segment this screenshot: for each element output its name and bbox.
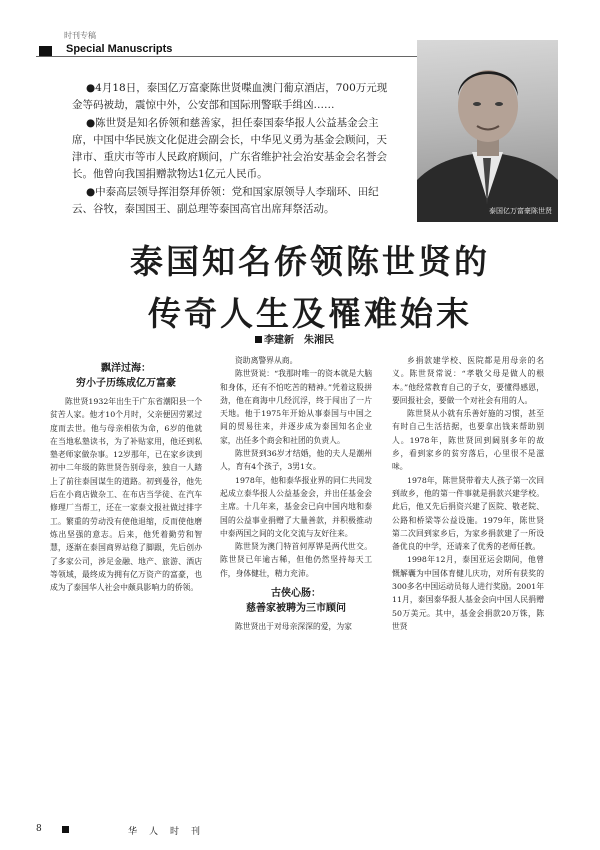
section-heading-line2: 穷小子历练成亿万富豪 [76,378,176,389]
portrait-figure [417,40,558,222]
section-heading-line1: 古侠心肠： [271,588,321,600]
paragraph: 陈世贤说：“我那时唯一的资本就是大脑和身体，还有不怕吃苦的精神。”凭着这股拼劲，他在商海中几经沉浮，终于闯出了一片天地。他于1975年开始从事泰国与中国之间的贸易往来，并逐步成为泰国知名企业家，出任多个商会和社团的负责人。 [220,369,372,445]
section-heading-line1: 飘洋过海： [101,363,151,374]
section-heading [50,361,202,391]
intro-bullet: ●中泰高层领导挥泪祭拜侨领：党和国家原领导人李瑞环、田纪云、谷牧，泰国国王、副总理等泰国高官出席拜祭活动。 [72,186,379,215]
paragraph: 陈世贤出于对母亲深深的爱，为家 [235,622,352,632]
column-label-en: Special Manuscripts [66,43,173,55]
byline [255,331,334,346]
paragraph: 陈世贤到36岁才结婚，他的夫人是潮州人，育有4个孩子，3男1女。 [220,449,372,472]
paragraph: 陈世贤为澳门特首何厚铧是两代世交。陈世贤已年逾古稀，但他仍然坚持每天工作，身体健壮，精力充沛。 [220,542,372,578]
photo-caption: 泰国亿万富豪陈世贤 [489,208,552,215]
paragraph: 乡捐款建学校、医院都是用母亲的名义。陈世贤常说：“孝敬父母是做人的根本。”他经常教育自己的子女，要懂得感恩，要回报社会，要做一个对社会有用的人。 [392,356,544,405]
footer-square-icon [62,826,69,833]
intro-bullet: ●4月18日，泰国亿万富豪陈世贤喋血澳门葡京酒店，700万元现金等码被劫，震惊中外，公安部和国际刑警联手缉凶…… [72,82,388,111]
column-label-cn: 时刊专稿 [64,31,96,40]
paragraph: 资助离警界从商。 [235,356,298,365]
section-heading [220,586,372,616]
page-footer [36,824,336,838]
byline-authors: 李建新 朱湘民 [264,335,334,346]
header-square-icon [39,46,52,56]
paragraph: 1998年12月，泰国亚运会期间，他曾慨解囊为中国体育健儿庆功，对所有获奖的300多名中国运动员每人进行奖励。2001年11月，泰国泰华报人基金会向中国人民捐赠50万美元。其中，基金会捐款20万铢，陈世贤 [392,555,544,631]
magazine-name: 华人时刊 [128,827,213,837]
paragraph: 1978年，他和泰华报业界的同仁共同发起成立泰华报人公益基金会，并出任基金会主席。十几年来，基金会已向中国内地和泰国的公益事业捐赠了大量善款，并积极推动中泰两国之间的文化交流与友好往来。 [220,475,372,538]
section-heading-line2: 慈善家被聘为三市顾问 [246,603,346,615]
article-title-line2: 传奇人生及罹难始末 [148,295,472,332]
page-number: 8 [36,824,42,834]
paragraph: 1978年，陈世贤带着夫人孩子第一次回到故乡，他的第一件事就是捐款兴建学校。此后，他又先后捐资兴建了医院、敬老院、公路和桥梁等公益设施。1979年，陈世贤第二次回到家乡后，为家乡捐款建了一所设备优良的中学，还请来了优秀的老师任教。 [392,475,544,552]
column-1 [50,361,202,594]
intro-bullet: ●陈世贤是知名侨领和慈善家，担任泰国泰华报人公益基金会主席，中国中华民族文化促进会副会长，中华见义勇为基金会顾问，天津市、重庆市等市人民政府顾问，广东省维护社会治安基金会名誉会长。他曾向我国捐赠款物达1亿元人民币。 [72,117,387,180]
paragraph: 陈世贤1932年出生于广东省潮阳县一个贫苦人家。他才10个月时，父亲便因劳累过度而去世。他与母亲相依为命，6岁的他就在当地私塾读书，为了补贴家用，他还到私塾老师家做杂事。12岁那年，已在家乡读到初中二年级的陈世贤告别母亲，独自一人踏上了前往泰国谋生的道路。初到曼谷，他先后在小商店做杂工、在布店当学徒、在汽车修理厂当帮工，还在一家泰文报社做过排字工。繁重的劳动没有使他退缩，反而使他磨炼出坚强的意志。后来，他凭着勤劳和智慧，逐渐在泰国商界站稳了脚跟，先后创办了多家公司，涉足金融、地产、旅游、酒店等领域，最终成为拥有亿万资产的富豪，也成为了泰国华人社会中颇具影响力的侨领。 [50,397,202,593]
column-3 [392,354,544,633]
portrait-photo [417,40,558,222]
byline-square-icon [255,336,262,343]
column-2 [220,354,372,633]
article-title-line1: 泰国知名侨领陈世贤的 [130,243,490,280]
intro-bullets [72,80,388,219]
paragraph: 陈世贤从小就有乐善好施的习惯，甚至有时自己生活拮据，也要拿出钱来帮助别人。1978年，陈世贤回到阔别多年的故乡，看到家乡的贫穷落后，心里很不是滋味。 [392,409,544,472]
